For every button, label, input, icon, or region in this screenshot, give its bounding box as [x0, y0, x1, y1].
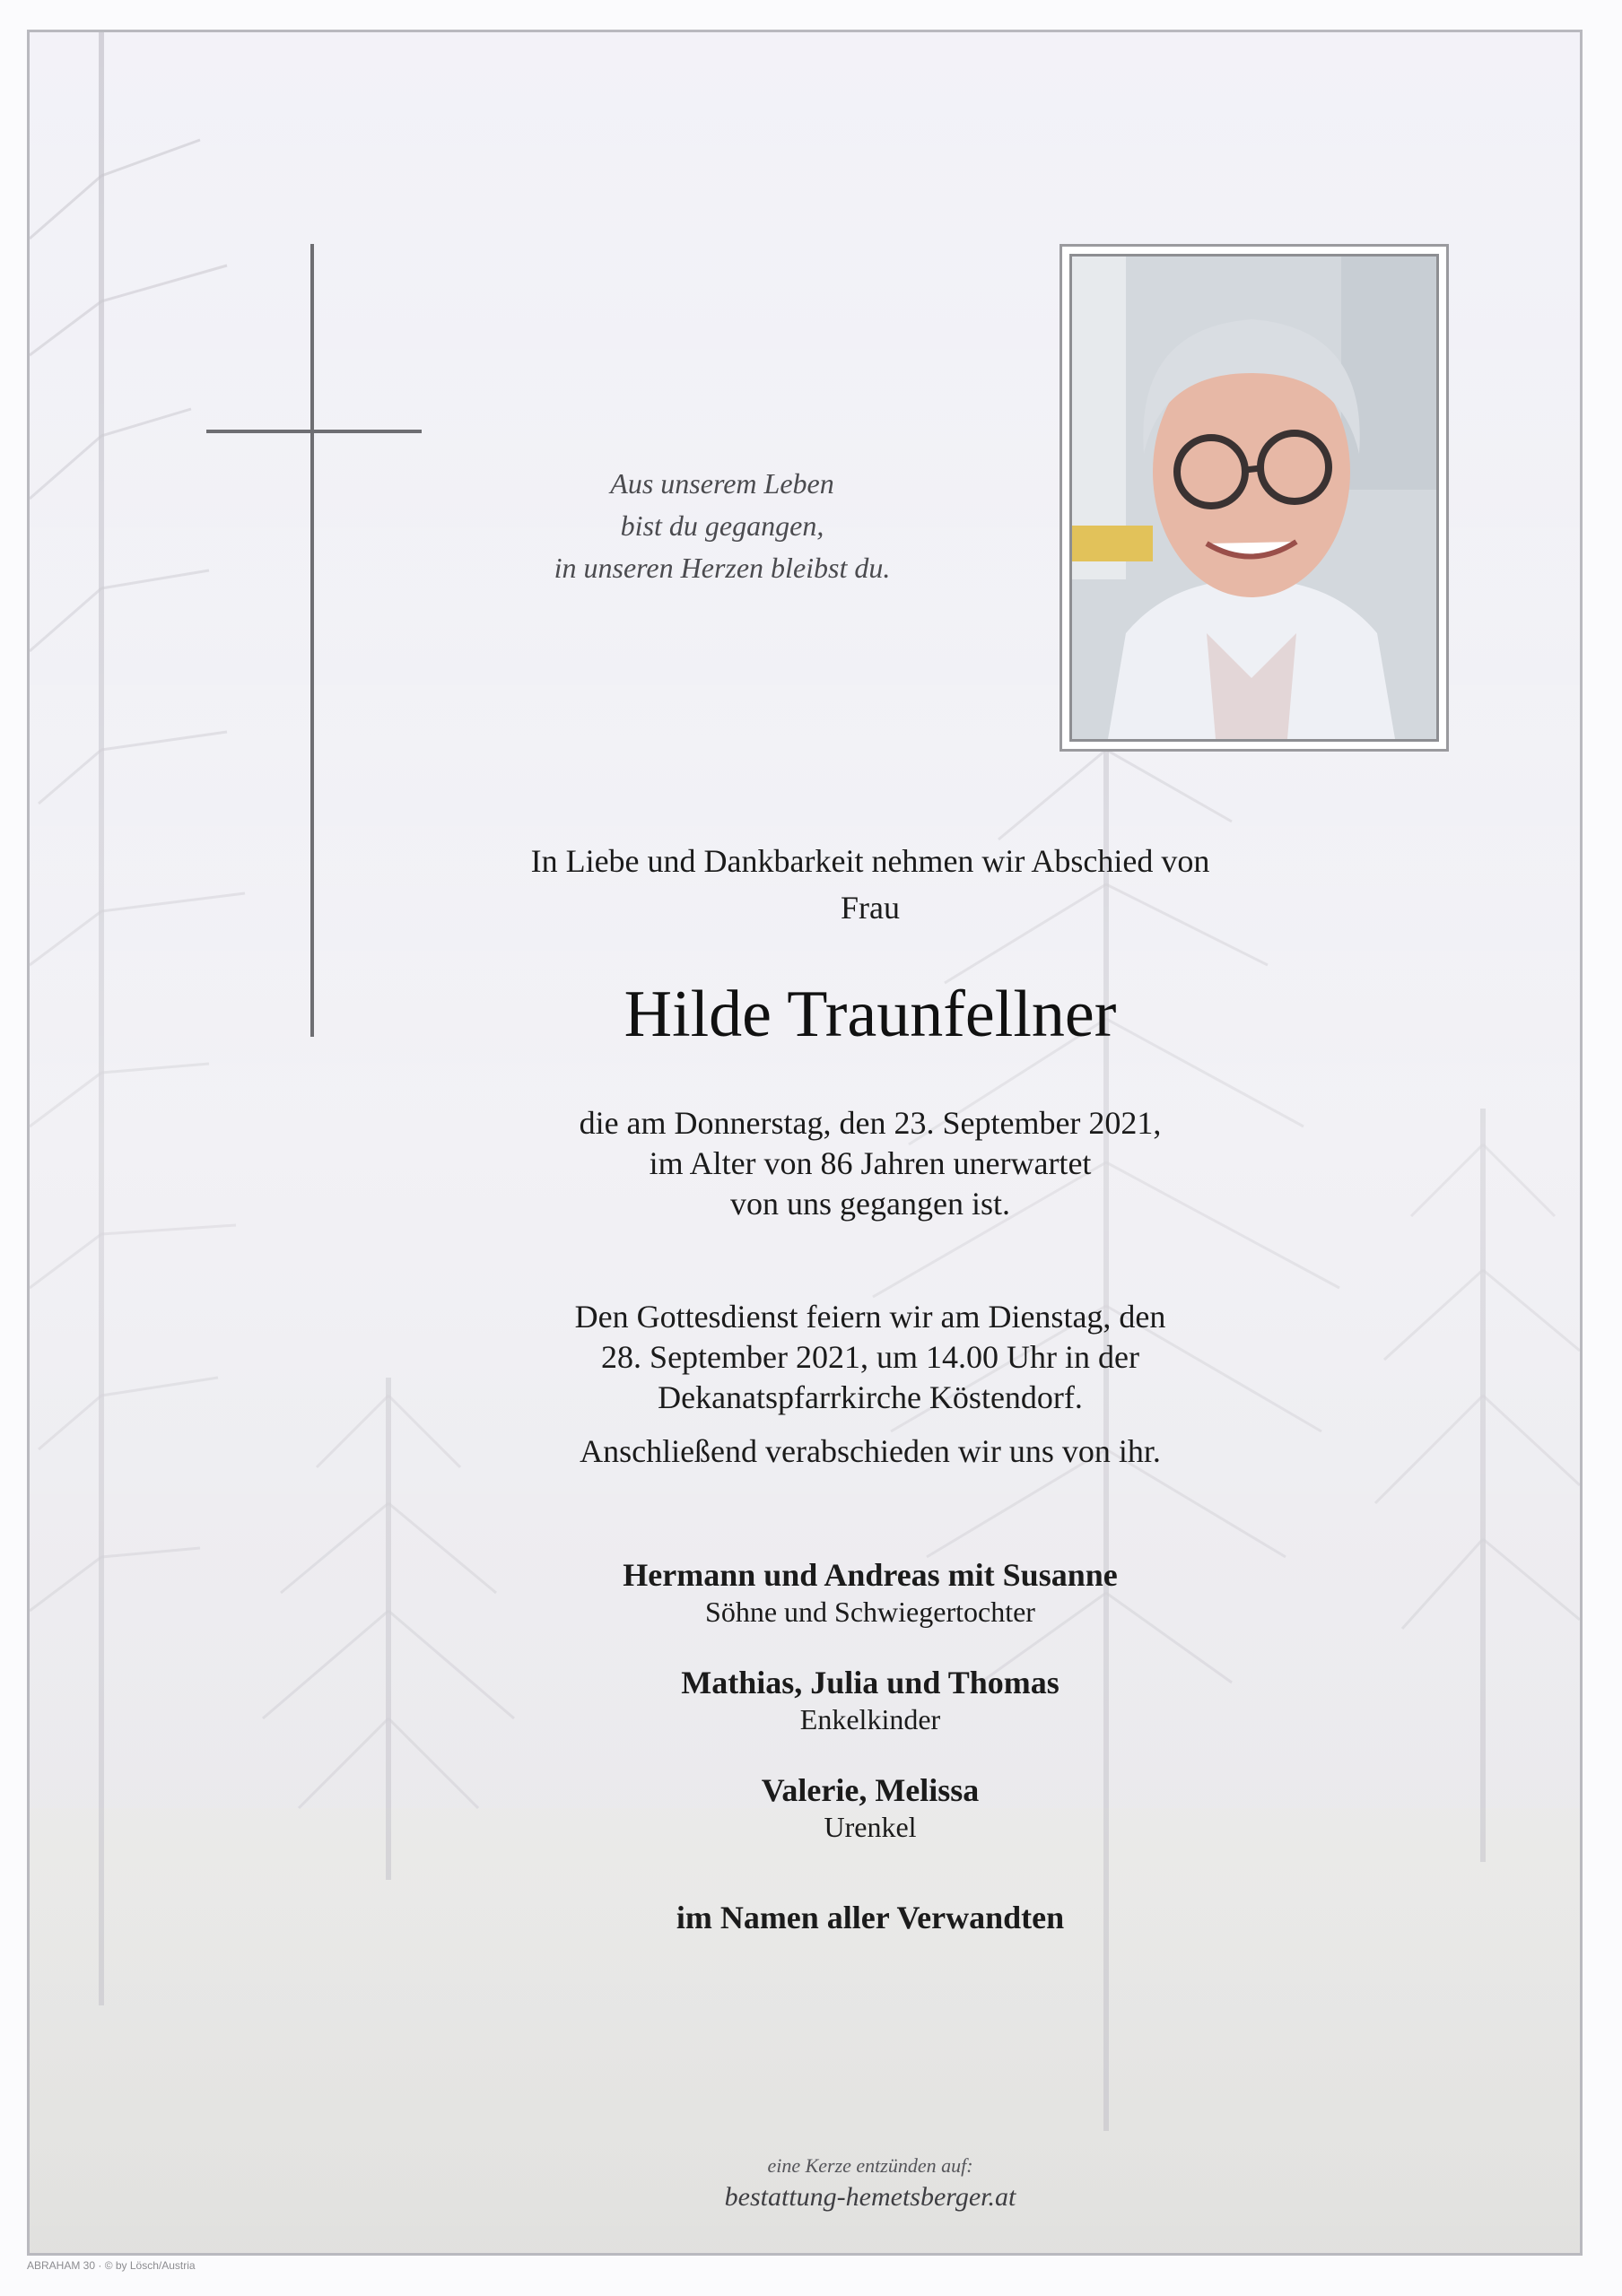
service-line: 28. September 2021, um 14.00 Uhr in der [601, 1339, 1139, 1375]
service-line: Den Gottesdienst feiern wir am Dienstag, den [574, 1299, 1166, 1335]
deceased-name: Hilde Traunfellner [624, 978, 1117, 1051]
cross-icon-horizontal [206, 430, 422, 433]
poem-line: Aus unserem Leben [610, 467, 834, 500]
candle-prompt: eine Kerze entzünden auf: [767, 2154, 973, 2177]
service-notice [484, 1297, 1256, 1418]
poem-line: in unseren Herzen bleibst du. [554, 552, 891, 584]
portrait-illustration [1072, 257, 1436, 739]
cross-icon-vertical [310, 244, 314, 1037]
portrait-photo [1069, 254, 1439, 742]
family-group [484, 1663, 1256, 1736]
family-relation: Enkelkinder [799, 1703, 941, 1735]
family-group [484, 1770, 1256, 1844]
poem-block [538, 463, 906, 589]
family-relation: Söhne und Schwiegertochter [705, 1596, 1035, 1628]
family-names: Mathias, Julia und Thomas [681, 1665, 1060, 1700]
imprint-text: ABRAHAM 30 · © by Lösch/Austria [27, 2259, 196, 2272]
farewell-intro [484, 838, 1256, 931]
family-relation: Urenkel [824, 1811, 917, 1843]
death-line: im Alter von 86 Jahren unerwartet [649, 1145, 1092, 1181]
family-list [484, 1555, 1256, 1878]
poem-line: bist du gegangen, [620, 509, 824, 542]
family-group [484, 1555, 1256, 1629]
intro-salutation: Frau [841, 890, 900, 926]
website-link[interactable]: bestattung-hemetsberger.at [724, 2182, 1016, 2212]
portrait-frame [1060, 244, 1449, 752]
family-names: Valerie, Melissa [761, 1772, 980, 1808]
closing-line: im Namen aller Verwandten [676, 1900, 1065, 1935]
death-line: von uns gegangen ist. [730, 1186, 1010, 1222]
death-line: die am Donnerstag, den 23. September 2021, [579, 1105, 1162, 1141]
death-notice [484, 1103, 1256, 1224]
family-names: Hermann und Andreas mit Susanne [623, 1557, 1118, 1593]
service-line: Dekanatspfarrkirche Köstendorf. [658, 1379, 1083, 1415]
intro-line: In Liebe und Dankbarkeit nehmen wir Abschied von [530, 843, 1210, 879]
farewell-note: Anschließend verabschieden wir uns von ihr. [580, 1433, 1161, 1469]
